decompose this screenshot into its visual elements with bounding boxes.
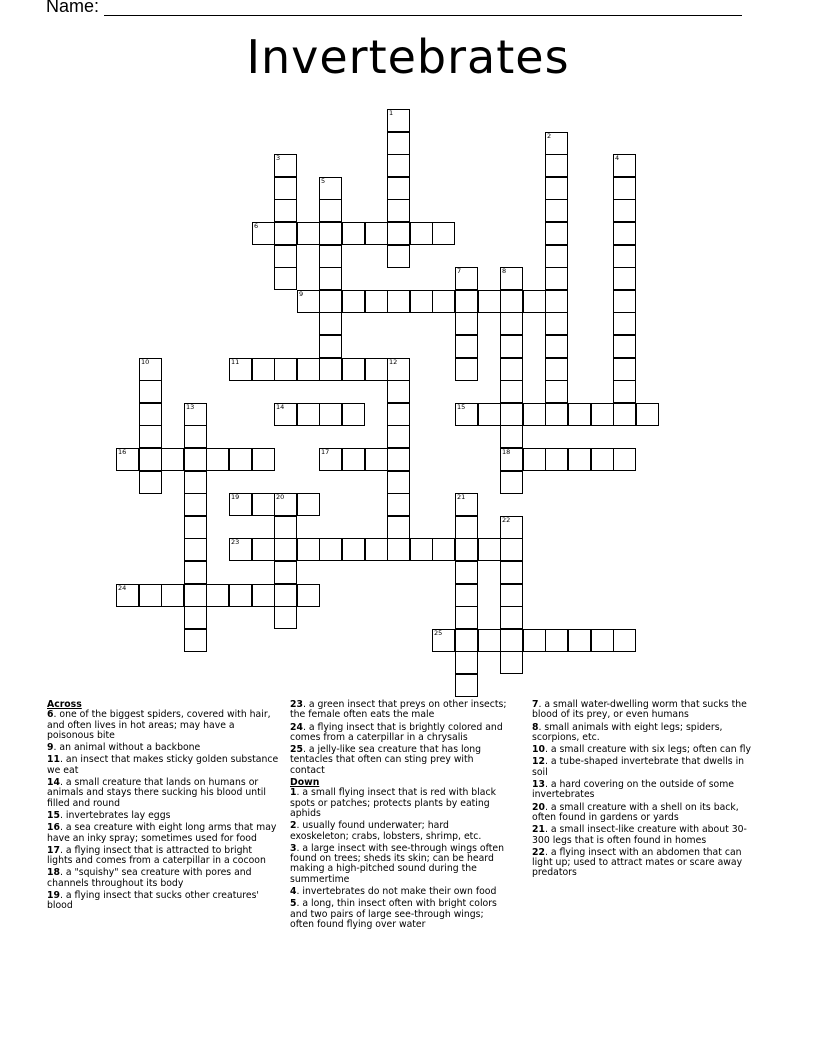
grid-cell[interactable] [342,448,365,471]
grid-cell[interactable] [455,403,478,426]
name-input-line[interactable] [104,15,742,16]
grid-cell[interactable] [432,290,455,313]
grid-cell[interactable] [139,358,162,381]
grid-cell[interactable] [500,606,523,629]
grid-cell[interactable] [613,312,636,335]
grid-cell[interactable] [545,335,568,358]
cell-number: 16 [118,448,127,456]
grid-cell[interactable] [545,403,568,426]
grid-cell[interactable] [274,245,297,268]
grid-cell[interactable] [342,290,365,313]
clue-down-20: 20. a small creature with a shell on its back, often found in gardens or yards [532,801,739,823]
grid-cell[interactable] [319,199,342,222]
grid-cell[interactable] [252,538,275,561]
grid-cell[interactable] [387,245,410,268]
cell-number: 13 [186,403,195,411]
grid-cell[interactable] [387,403,410,426]
grid-cell[interactable] [500,312,523,335]
cell-number: 4 [615,154,620,162]
grid-cell[interactable] [139,448,162,471]
clue-down-4: 4. invertebrates do not make their own food [290,886,497,898]
grid-cell[interactable] [229,493,252,516]
grid-cell[interactable] [297,222,320,245]
grid-cell[interactable] [274,222,297,245]
grid-cell[interactable] [545,312,568,335]
cell-number: 11 [231,358,240,366]
clues-column-1 [47,700,279,914]
grid-cell[interactable] [252,584,275,607]
grid-cell[interactable] [297,290,320,313]
grid-cell[interactable] [206,448,229,471]
grid-cell[interactable] [229,538,252,561]
grid-cell[interactable] [297,358,320,381]
grid-cell[interactable] [184,538,207,561]
grid-cell[interactable] [387,154,410,177]
grid-cell[interactable] [184,629,207,652]
grid-cell[interactable] [545,448,568,471]
grid-cell[interactable] [387,199,410,222]
grid-cell[interactable] [252,358,275,381]
clue-across-18: 18. a "squishy" sea creature with pores and channels throughout its body [47,867,252,889]
cell-number: 2 [547,132,552,140]
grid-cell[interactable] [319,245,342,268]
clue-across-14: 14. a small creature that lands on humans or animals and stays there sucking his blood until filled and round [47,777,266,809]
grid-cell[interactable] [229,584,252,607]
grid-cell[interactable] [342,403,365,426]
page-title: Invertebrates [246,30,570,84]
grid-cell[interactable] [613,199,636,222]
clue-across-9: 9. an animal without a backbone [47,742,201,754]
grid-cell[interactable] [545,199,568,222]
grid-cell[interactable] [545,629,568,652]
clue-down-2: 2. usually found underwater; hard exoskeleton; crabs, lobsters, shrimp, etc. [290,820,482,842]
grid-cell[interactable] [545,290,568,313]
cell-number: 22 [502,516,511,524]
grid-cell[interactable] [319,312,342,335]
clue-across-11: 11. an insect that makes sticky golden substance we eat [47,754,279,776]
grid-cell[interactable] [478,290,501,313]
grid-cell[interactable] [613,154,636,177]
grid-cell[interactable] [545,267,568,290]
grid-cell[interactable] [478,538,501,561]
grid-cell[interactable] [613,267,636,290]
grid-cell[interactable] [613,403,636,426]
grid-cell[interactable] [184,403,207,426]
grid-cell[interactable] [545,358,568,381]
cell-number: 25 [434,629,443,637]
cell-number: 24 [118,584,127,592]
grid-cell[interactable] [500,425,523,448]
grid-cell[interactable] [274,561,297,584]
grid-cell[interactable] [523,403,546,426]
grid-cell[interactable] [591,448,614,471]
clues-column-2 [290,700,507,932]
grid-cell[interactable] [523,290,546,313]
grid-cell[interactable] [139,584,162,607]
grid-cell[interactable] [455,493,478,516]
grid-cell[interactable] [365,538,388,561]
grid-cell[interactable] [478,403,501,426]
clue-down-8: 8. small animals with eight legs; spiders, scorpions, etc. [532,721,723,743]
grid-cell[interactable] [387,222,410,245]
clue-across-6: 6. one of the biggest spiders, covered with hair, and often lives in hot areas; may have a poisonous bite [47,709,271,741]
grid-cell[interactable] [387,448,410,471]
grid-cell[interactable] [274,606,297,629]
clue-across-19: 19. a flying insect that sucks other creatures' blood [47,890,259,912]
grid-cell[interactable] [184,425,207,448]
cell-number: 17 [321,448,330,456]
grid-cell[interactable] [455,335,478,358]
cell-number: 1 [389,109,394,117]
grid-cell[interactable] [545,154,568,177]
grid-cell[interactable] [387,493,410,516]
grid-cell[interactable] [613,245,636,268]
grid-cell[interactable] [342,358,365,381]
grid-cell[interactable] [455,516,478,539]
clues-column-3 [532,700,760,881]
grid-cell[interactable] [500,561,523,584]
grid-cell[interactable] [613,335,636,358]
grid-cell[interactable] [274,199,297,222]
grid-cell[interactable] [184,516,207,539]
grid-cell[interactable] [342,222,365,245]
cell-number: 15 [457,403,466,411]
grid-cell[interactable] [252,448,275,471]
grid-cell[interactable] [455,561,478,584]
grid-cell[interactable] [387,538,410,561]
grid-cell[interactable] [252,493,275,516]
grid-cell[interactable] [500,290,523,313]
cell-number: 23 [231,538,240,546]
clue-down-3: 3. a large insect with see-through wings often found on trees; sheds its skin; can be heard making a high-pitched sound during the summertime [290,842,504,885]
grid-cell[interactable] [116,448,139,471]
grid-cell[interactable] [500,516,523,539]
clue-down-1: 1. a small flying insect that is red with black spots or patches; protects plants by eating aphids [290,787,496,819]
grid-cell[interactable] [500,403,523,426]
grid-cell[interactable] [613,222,636,245]
grid-cell[interactable] [387,471,410,494]
grid-cell[interactable] [613,629,636,652]
grid-cell[interactable] [229,448,252,471]
cell-number: 5 [321,177,326,185]
grid-cell[interactable] [274,538,297,561]
grid-cell[interactable] [455,267,478,290]
grid-cell[interactable] [365,448,388,471]
grid-cell[interactable] [455,538,478,561]
down-heading: Down [290,777,320,789]
grid-cell[interactable] [116,584,139,607]
grid-cell[interactable] [365,290,388,313]
grid-cell[interactable] [410,222,433,245]
grid-cell[interactable] [319,290,342,313]
grid-cell[interactable] [252,222,275,245]
clue-across-16: 16. a sea creature with eight long arms that may have an inky spray; sometimes used for food [47,822,277,844]
grid-cell[interactable] [387,358,410,381]
cell-number: 7 [457,267,462,275]
grid-cell[interactable] [387,290,410,313]
grid-cell[interactable] [455,358,478,381]
grid-cell[interactable] [161,584,184,607]
grid-cell[interactable] [319,358,342,381]
cell-number: 9 [299,290,304,298]
grid-cell[interactable] [274,358,297,381]
grid-cell[interactable] [319,335,342,358]
grid-cell[interactable] [161,448,184,471]
grid-cell[interactable] [545,177,568,200]
grid-cell[interactable] [410,290,433,313]
grid-cell[interactable] [184,606,207,629]
grid-cell[interactable] [274,267,297,290]
grid-cell[interactable] [568,629,591,652]
grid-cell[interactable] [139,425,162,448]
grid-cell[interactable] [500,448,523,471]
grid-cell[interactable] [274,584,297,607]
grid-cell[interactable] [500,584,523,607]
grid-cell[interactable] [139,403,162,426]
cell-number: 8 [502,267,507,275]
clue-across-17: 17. a flying insect that is attracted to bright lights and comes from a caterpillar in a cocoon [47,844,266,867]
cell-number: 19 [231,493,240,501]
grid-cell[interactable] [455,584,478,607]
clue-down-10: 10. a small creature with six legs; often can fly [532,744,751,756]
clue-down-22: 22. a flying insect with an abdomen that can light up; used to attract mates or scare away predators [532,846,743,879]
grid-cell[interactable] [297,403,320,426]
grid-cell[interactable] [500,538,523,561]
grid-cell[interactable] [184,493,207,516]
grid-cell[interactable] [478,629,501,652]
grid-cell[interactable] [319,267,342,290]
grid-cell[interactable] [568,403,591,426]
grid-cell[interactable] [500,267,523,290]
clue-down-5: 5. a long, thin insect often with bright colors and two pairs of large see-through wings; often found flying over water [290,898,497,930]
grid-cell[interactable] [410,538,433,561]
grid-cell[interactable] [432,629,455,652]
cell-number: 10 [141,358,150,366]
grid-cell[interactable] [342,538,365,561]
grid-cell[interactable] [229,358,252,381]
grid-cell[interactable] [184,448,207,471]
grid-cell[interactable] [387,177,410,200]
grid-cell[interactable] [139,380,162,403]
grid-cell[interactable] [387,425,410,448]
grid-cell[interactable] [545,380,568,403]
grid-cell[interactable] [591,629,614,652]
grid-cell[interactable] [500,471,523,494]
grid-cell[interactable] [184,584,207,607]
grid-cell[interactable] [274,493,297,516]
grid-cell[interactable] [319,538,342,561]
clue-across-15: 15. invertebrates lay eggs [47,809,171,821]
grid-cell[interactable] [545,132,568,155]
grid-cell[interactable] [387,132,410,155]
grid-cell[interactable] [274,403,297,426]
grid-cell[interactable] [274,516,297,539]
cell-number: 3 [276,154,281,162]
clue-across-24: 24. a flying insect that is brightly colored and comes from a caterpillar in a chrysalis [290,721,503,743]
grid-cell[interactable] [319,448,342,471]
grid-cell[interactable] [500,358,523,381]
grid-cell[interactable] [432,538,455,561]
grid-cell[interactable] [613,448,636,471]
grid-cell[interactable] [500,380,523,403]
grid-cell[interactable] [206,584,229,607]
cell-number: 12 [389,358,398,366]
grid-cell[interactable] [139,471,162,494]
clue-across-23: 23. a green insect that preys on other insects; the female often eats the male [290,699,507,721]
grid-cell[interactable] [184,561,207,584]
cell-number: 14 [276,403,285,411]
grid-cell[interactable] [297,493,320,516]
grid-cell[interactable] [387,109,410,132]
grid-cell[interactable] [319,222,342,245]
grid-cell[interactable] [455,674,478,697]
grid-cell[interactable] [365,358,388,381]
grid-cell[interactable] [455,606,478,629]
clue-across-25: 25. a jelly-like sea creature that has long tentacles that often can sting prey with contact [290,744,482,776]
grid-cell[interactable] [319,177,342,200]
grid-cell[interactable] [523,448,546,471]
grid-cell[interactable] [455,629,478,652]
cell-number: 21 [457,493,466,501]
grid-cell[interactable] [274,177,297,200]
clue-down-13: 13. a hard covering on the outside of some invertebrates [532,779,735,801]
clue-down-12: 12. a tube-shaped invertebrate that dwells in soil [532,756,745,778]
grid-cell[interactable] [613,290,636,313]
grid-cell[interactable] [297,538,320,561]
grid-cell[interactable] [297,584,320,607]
grid-cell[interactable] [545,222,568,245]
cell-number: 20 [276,493,285,501]
grid-cell[interactable] [500,651,523,674]
grid-cell[interactable] [613,380,636,403]
grid-cell[interactable] [365,222,388,245]
grid-cell[interactable] [455,290,478,313]
grid-cell[interactable] [184,471,207,494]
grid-cell[interactable] [455,651,478,674]
cell-number: 6 [254,222,259,230]
grid-cell[interactable] [319,403,342,426]
cell-number: 18 [502,448,511,456]
name-label: Name: [46,0,100,16]
grid-cell[interactable] [523,629,546,652]
grid-cell[interactable] [636,403,659,426]
grid-cell[interactable] [613,177,636,200]
grid-cell[interactable] [455,312,478,335]
grid-cell[interactable] [387,516,410,539]
clue-down-21: 21. a small insect-like creature with about 30-300 legs that is often found in homes [532,824,747,846]
grid-cell[interactable] [500,629,523,652]
grid-cell[interactable] [432,222,455,245]
grid-cell[interactable] [500,335,523,358]
grid-cell[interactable] [613,358,636,381]
grid-cell[interactable] [568,448,591,471]
across-heading: Across [47,699,82,710]
clue-down-7: 7. a small water-dwelling worm that sucks the blood of its prey, or even humans [532,699,747,721]
grid-cell[interactable] [545,245,568,268]
grid-cell[interactable] [274,154,297,177]
grid-cell[interactable] [387,380,410,403]
grid-cell[interactable] [591,403,614,426]
